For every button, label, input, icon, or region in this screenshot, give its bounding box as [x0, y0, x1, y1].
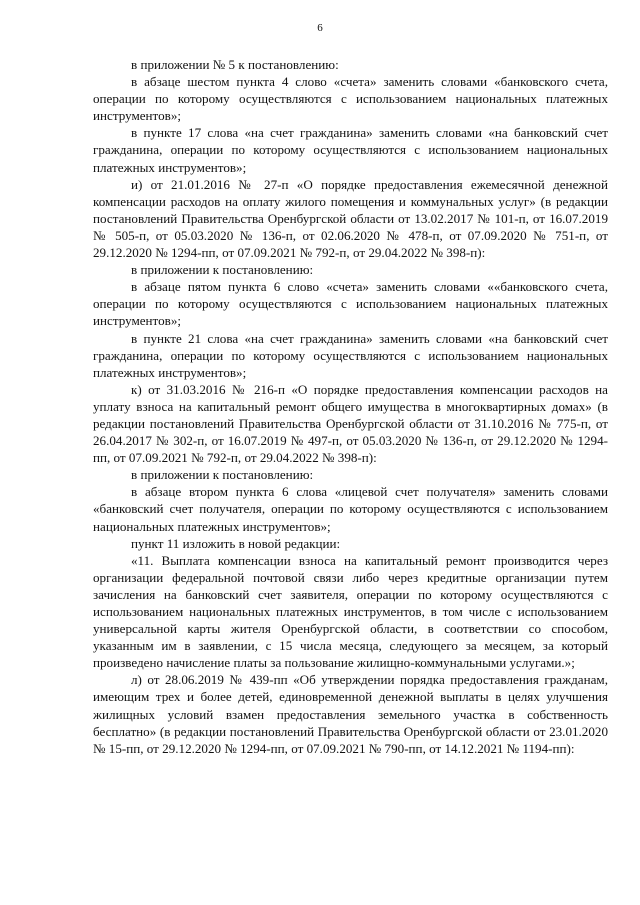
document-body	[93, 56, 608, 757]
paragraph-item-l-resolution: л) от 28.06.2019 № 439-пп «Об утверждении порядка предоставления гражданам, имеющим трех и более детей, единовременной денежной выплаты в целях улучшения жилищных условий взамен предоставления земельного участка в собственность бесплатно» (в редакции постановлений Правительства Оренбургской области от 23.01.2020 № 15-пп, от 29.12.2020 № 1294-пп, от 07.09.2021 № 790-пп, от 14.12.2021 № 1194-пп):	[93, 672, 608, 756]
paragraph-point-17-amendment: в пункте 17 слова «на счет гражданина» заменить словами «на банковский счет гражданина, операции по которому осуществляются с использованием национальных платежных инструментов»;	[93, 125, 608, 175]
page-number: 6	[317, 22, 323, 34]
paragraph-appendix-intro: в приложении к постановлению:	[131, 262, 314, 278]
paragraph-item-k-resolution: к) от 31.03.2016 № 216-п «О порядке предоставления компенсации расходов на уплату взноса на капитальный ремонт общего имущества в многоквартирных домах» (в редакции постановлений Правительства Оренбургской области от 31.10.2016 № 775-п, от 26.04.2017 № 302-п, от 16.07.2019 № 497-п, от 05.03.2020 № 136-п, от 29.12.2020 № 1294-пп, от 07.09.2021 № 792-п, от 29.04.2022 № 398-п):	[93, 381, 608, 466]
paragraph-appendix-5-intro: в приложении № 5 к постановлению:	[131, 57, 339, 72]
paragraph-appendix-intro: в приложении к постановлению:	[131, 467, 314, 483]
paragraph-point-4-amendment: в абзаце шестом пункта 4 слово «счета» заменить словами «банковского счета, операции по которому осуществляются с использованием национальных платежных инструментов»;	[93, 74, 608, 124]
paragraph-point-11-new-text: «11. Выплата компенсации взноса на капитальный ремонт производится через организации федеральной почтовой связи либо через кредитные организации путем зачисления на банковский счет заявителя, операции по которому осуществляются с использованием национальных платежных инструментов, в том числе с использованием универсальной карты жителя Оренбургской области, в соответствии со способом, указанным им в заявлении, с 15 числа месяца, следующего за месяцем, за который произведено начисление платы за пользование жилищно-коммунальными услугами.»;	[93, 552, 608, 671]
paragraph-point-11-intro: пункт 11 изложить в новой редакции:	[131, 535, 341, 551]
paragraph-point-6-amendment: в абзаце пятом пункта 6 слово «счета» заменить словами ««банковского счета, операции по которому осуществляются с использованием национальных платежных инструментов»;	[93, 279, 608, 329]
paragraph-point-6-second-amendment: в абзаце втором пункта 6 слова «лицевой счет получателя» заменить словами «банковский счет получателя, операции по которому осуществляются с использованием национальных платежных инструментов»;	[93, 484, 608, 534]
paragraph-point-21-amendment: в пункте 21 слова «на счет гражданина» заменить словами «на банковский счет гражданина, операции по которому осуществляются с использованием национальных платежных инструментов»;	[93, 330, 608, 380]
paragraph-item-i-resolution: и) от 21.01.2016 № 27-п «О порядке предоставления ежемесячной денежной компенсации расходов на оплату жилого помещения и коммунальных услуг» (в редакции постановлений Правительства Оренбургской области от 13.02.2017 № 101-п, от 16.07.2019 № 505-п, от 05.03.2020 № 136-п, от 02.06.2020 № 478-п, от 07.09.2020 № 751-п, от 29.12.2020 № 1294-пп, от 07.09.2021 № 792-п, от 29.04.2022 № 398-п):	[93, 176, 608, 261]
